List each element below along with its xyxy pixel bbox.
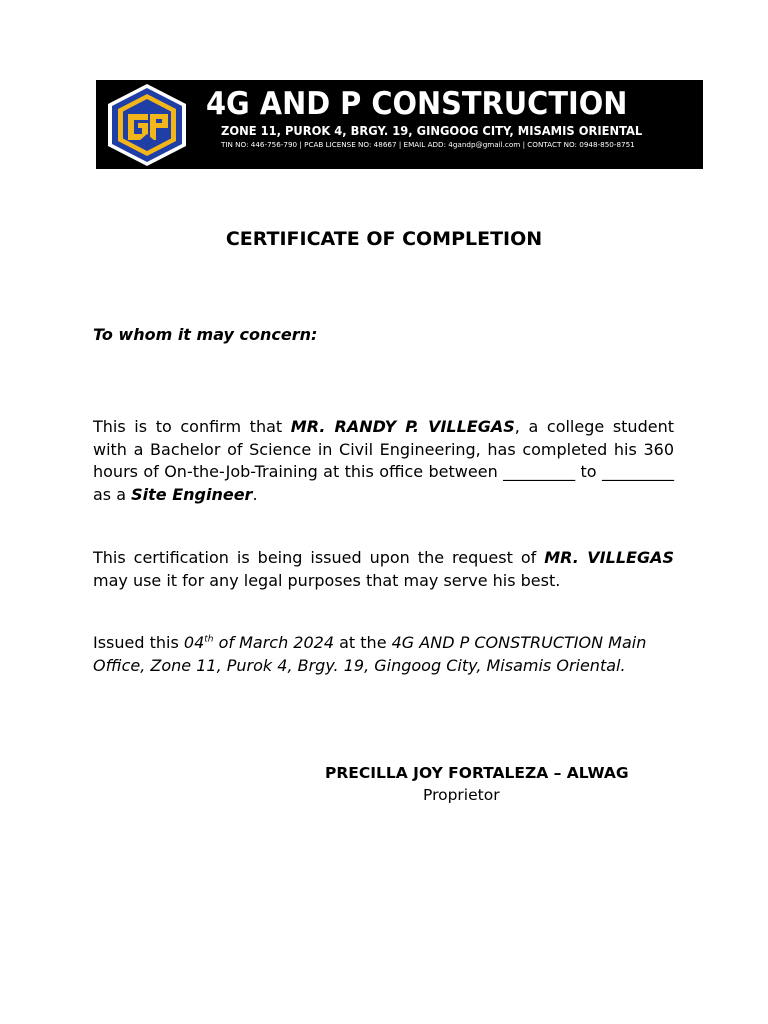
paragraph-text: This certification is being issued upon the request of xyxy=(93,548,545,567)
letterhead-banner xyxy=(96,80,703,169)
issue-day-ordinal: th xyxy=(204,634,214,645)
paragraph-text: . xyxy=(252,484,258,504)
company-name: 4G AND P CONSTRUCTION xyxy=(206,86,628,122)
company-address: ZONE 11, PUROK 4, BRGY. 19, GINGOOG CITY, MISAMIS ORIENTAL xyxy=(221,123,643,138)
4gp-logo-emblem-icon xyxy=(104,82,190,168)
requester-name: MR. VILLEGAS xyxy=(544,548,674,567)
issuance-paragraph xyxy=(93,632,674,677)
paragraph-text: This is to confirm that xyxy=(93,417,291,436)
salutation: To whom it may concern: xyxy=(93,325,318,344)
issue-day: 04 xyxy=(183,633,205,652)
signatory-role: Proprietor xyxy=(423,786,500,804)
certificate-title: CERTIFICATE OF COMPLETION xyxy=(225,228,543,250)
paragraph-text: at the xyxy=(334,633,392,652)
company-contact-line: TIN NO: 446-756-790 | PCAB LICENSE NO: 48667 | EMAIL ADD: 4gandp@gmail.com | CONTACT NO: 0948-850-8751 xyxy=(221,140,635,149)
trainee-name: MR. RANDY P. VILLEGAS xyxy=(290,417,515,436)
paragraph-text: , a college student with a Bachelor of Science in Civil Engineering, has completed his 360 hours of On-the-Job-Training at this office between _________ to _________ as a xyxy=(93,417,674,504)
paragraph-text: may use it for any legal purposes that may serve his best. xyxy=(93,570,561,590)
confirmation-paragraph xyxy=(93,416,674,506)
paragraph-text: Issued this xyxy=(93,633,184,652)
trainee-position: Site Engineer xyxy=(131,484,253,504)
purpose-paragraph xyxy=(93,547,674,592)
issue-place: 4G AND P CONSTRUCTION Main Office, Zone 11, Purok 4, Brgy. 19, Gingoog City, Misamis Oriental. xyxy=(93,633,647,675)
signatory-name: PRECILLA JOY FORTALEZA – ALWAG xyxy=(325,764,629,782)
issue-month-year: of March 2024 xyxy=(213,633,335,652)
